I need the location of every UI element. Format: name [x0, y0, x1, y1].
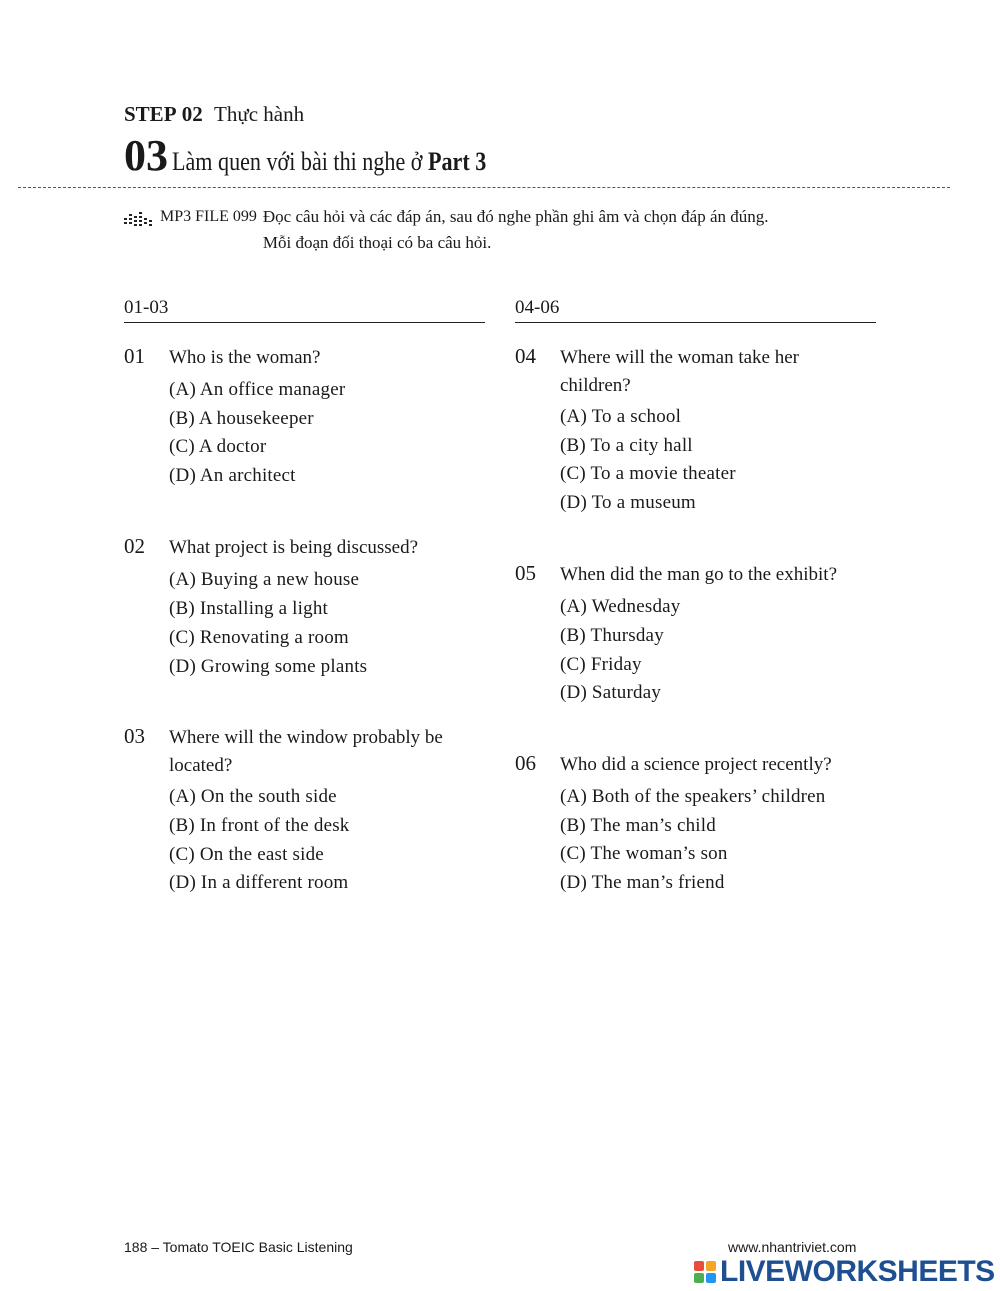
section-rule-01-03 — [124, 322, 485, 323]
option-b[interactable]: (B) To a city hall — [560, 435, 693, 456]
option-a[interactable]: (A) An office manager — [169, 379, 346, 400]
option-a[interactable]: (A) Wednesday — [560, 596, 681, 617]
audio-file-label: MP3 FILE 099 — [160, 208, 257, 225]
section-rule-04-06 — [515, 322, 876, 323]
option-b[interactable]: (B) Thursday — [560, 625, 664, 646]
option-d[interactable]: (D) Saturday — [560, 682, 662, 703]
question-stem: Where will the window probably be located? — [169, 727, 443, 776]
publisher-url[interactable]: www.nhantriviet.com — [728, 1239, 857, 1255]
step-label: STEP — [124, 102, 177, 126]
option-c[interactable]: (C) The woman’s son — [560, 843, 728, 864]
audio-instruction-text — [263, 204, 769, 256]
lesson-part: Part 3 — [427, 147, 487, 176]
page-footer: 188 – Tomato TOEIC Basic Listening — [124, 1239, 353, 1255]
question-stem: What project is being discussed? — [169, 537, 419, 558]
option-a[interactable]: (A) On the south side — [169, 786, 337, 807]
question-stem: Who is the woman? — [169, 347, 321, 368]
option-d[interactable]: (D) An architect — [169, 465, 296, 486]
step-number: 02 — [181, 102, 203, 126]
dashed-divider — [18, 187, 950, 188]
question-02 — [124, 534, 484, 684]
liveworksheets-logo — [694, 1255, 995, 1289]
option-c[interactable]: (C) To a movie theater — [560, 463, 736, 484]
question-number: 05 — [515, 561, 536, 585]
option-b[interactable]: (B) A housekeeper — [169, 408, 314, 429]
question-03 — [124, 724, 484, 904]
liveworksheets-badge-icon — [694, 1261, 716, 1283]
question-stem: When did the man go to the exhibit? — [560, 564, 838, 585]
section-heading-04-06: 04-06 — [515, 297, 560, 318]
question-number: 06 — [515, 751, 536, 775]
section-heading-01-03: 01-03 — [124, 297, 169, 318]
option-c[interactable]: (C) A doctor — [169, 436, 267, 457]
lesson-number: 03 — [124, 131, 168, 180]
lesson-title-text — [172, 147, 486, 177]
option-c[interactable]: (C) On the east side — [169, 844, 324, 865]
option-d[interactable]: (D) To a museum — [560, 492, 696, 513]
option-c[interactable]: (C) Renovating a room — [169, 627, 349, 648]
question-stem: Who did a science project recently? — [560, 754, 832, 775]
question-05 — [515, 561, 875, 711]
lesson-title — [124, 130, 542, 181]
question-01 — [124, 344, 484, 494]
option-b[interactable]: (B) Installing a light — [169, 598, 329, 619]
step-title: Thực hành — [214, 102, 305, 126]
question-number: 01 — [124, 344, 145, 368]
audio-equalizer-icon — [124, 212, 154, 226]
question-stem: Where will the woman take her children? — [560, 347, 799, 396]
option-a[interactable]: (A) Both of the speakers’ children — [560, 786, 826, 807]
question-number: 04 — [515, 344, 536, 368]
instruction-line-1: Đọc câu hỏi và các đáp án, sau đó nghe phần ghi âm và chọn đáp án đúng. — [262, 207, 769, 226]
audio-instruction — [124, 208, 769, 256]
lesson-title-main: Làm quen với bài thi nghe ở — [172, 147, 423, 176]
option-a[interactable]: (A) Buying a new house — [169, 569, 360, 590]
question-number: 02 — [124, 534, 145, 558]
option-c[interactable]: (C) Friday — [560, 654, 642, 675]
option-d[interactable]: (D) The man’s friend — [560, 872, 725, 893]
instruction-line-2: Mỗi đoạn đối thoại có ba câu hỏi. — [262, 233, 492, 252]
question-number: 03 — [124, 724, 145, 748]
option-d[interactable]: (D) In a different room — [169, 872, 349, 893]
option-d[interactable]: (D) Growing some plants — [169, 656, 368, 677]
question-06 — [515, 751, 875, 901]
option-b[interactable]: (B) The man’s child — [560, 815, 716, 836]
question-04 — [515, 344, 875, 524]
option-a[interactable]: (A) To a school — [560, 406, 682, 427]
step-heading — [124, 102, 304, 127]
option-b[interactable]: (B) In front of the desk — [169, 815, 350, 836]
liveworksheets-brand: LIVEWORKSHEETS — [720, 1255, 995, 1288]
